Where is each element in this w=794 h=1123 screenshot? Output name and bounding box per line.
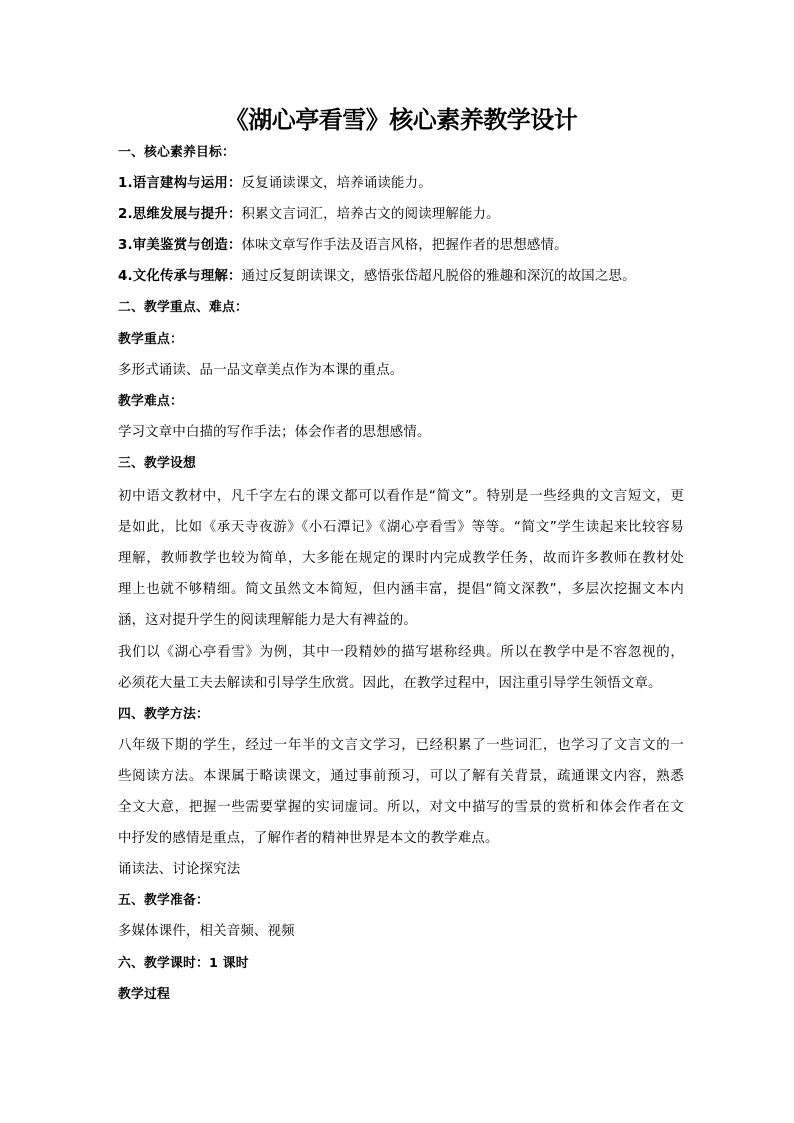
preparation-text: 多媒体课件，相关音频、视频 <box>118 924 295 939</box>
paragraph-line: 是如此，比如《承天寺夜游》《小石潭记》《湖心亭看雪》等等。“简文”学生读起来比较容易 <box>118 520 684 535</box>
paragraph-line: 理上也就不够精细。简文虽然文本简短，但内涵丰富，提倡“简文深教”，多层次挖掘文本内 <box>118 582 684 597</box>
difficulty-text: 学习文章中白描的写作手法；体会作者的思想感情。 <box>118 425 431 440</box>
paragraph-line: 全文大意，把握一些需要掌握的实词虚词。所以，对文中描写的雪景的赏析和体会作者在文 <box>118 800 684 815</box>
goal-item <box>118 236 684 256</box>
section-heading-goals: 一、核心素养目标： <box>118 145 235 160</box>
section-heading-concept: 三、教学设想 <box>118 456 196 471</box>
section-heading-method: 四、教学方法： <box>118 707 209 722</box>
goal-item <box>118 205 684 225</box>
paragraph-line: 必须花大量工夫去解读和引导学生欣赏。因此，在教学过程中，因注重引导学生领悟文章。 <box>118 676 662 691</box>
goal-item <box>118 174 684 194</box>
key-point-text: 多形式诵读、品一品文章美点作为本课的重点。 <box>118 363 404 378</box>
paragraph-line: 涵，这对提升学生的阅读理解能力是大有裨益的。 <box>118 613 417 628</box>
goal-label: 1.语言建构与运用： <box>118 176 242 191</box>
difficulty-label: 教学难点： <box>118 394 183 409</box>
paragraph-line: 理解，教师教学也较为简单，大多能在规定的课时内完成教学任务，故而许多教师在教材处 <box>118 551 684 566</box>
hours-value: 1 课时 <box>208 956 249 971</box>
goal-label: 4.文化传承与理解： <box>118 269 242 284</box>
section-heading-hours <box>118 954 684 974</box>
goal-text: 体味文章写作手法及语言风格，把握作者的思想感情。 <box>241 238 568 253</box>
paragraph-line: 些阅读方法。本课属于略读课文，通过事前预习，可以了解有关背景，疏通课文内容，熟悉 <box>118 769 684 784</box>
section-heading-preparation: 五、教学准备： <box>118 893 209 908</box>
paragraph-line: 中抒发的感情是重点，了解作者的精神世界是本文的教学难点。 <box>118 831 499 846</box>
hours-label: 六、教学课时： <box>118 956 209 971</box>
paragraph-line: 我们以《湖心亭看雪》为例，其中一段精妙的描写堪称经典。所以在教学中是不容忽视的， <box>118 645 684 660</box>
document-title: 《湖心亭看雪》核心素养教学设计 <box>224 106 578 134</box>
paragraph-line: 八年级下期的学生，经过一年半的文言文学习，已经积累了一些词汇，也学习了文言文的一 <box>118 738 684 753</box>
goal-text: 通过反复朗读课文，感悟张岱超凡脱俗的雅趣和深沉的故国之思。 <box>241 269 636 284</box>
goal-label: 2.思维发展与提升： <box>118 207 242 222</box>
method-list: 诵读法、讨论探究法 <box>118 862 241 877</box>
key-point-label: 教学重点： <box>118 332 183 347</box>
goal-item <box>118 267 684 287</box>
section-heading-process: 教学过程 <box>118 987 170 1002</box>
goal-label: 3.审美鉴赏与创造： <box>118 238 242 253</box>
paragraph-line: 初中语文教材中，凡千字左右的课文都可以看作是“简文”。特别是一些经典的文言短文，更 <box>118 489 684 504</box>
section-heading-key-points: 二、教学重点、难点： <box>118 300 248 315</box>
goal-text: 反复诵读课文，培养诵读能力。 <box>241 176 432 191</box>
goal-text: 积累文言词汇，培养古文的阅读理解能力。 <box>241 207 500 222</box>
